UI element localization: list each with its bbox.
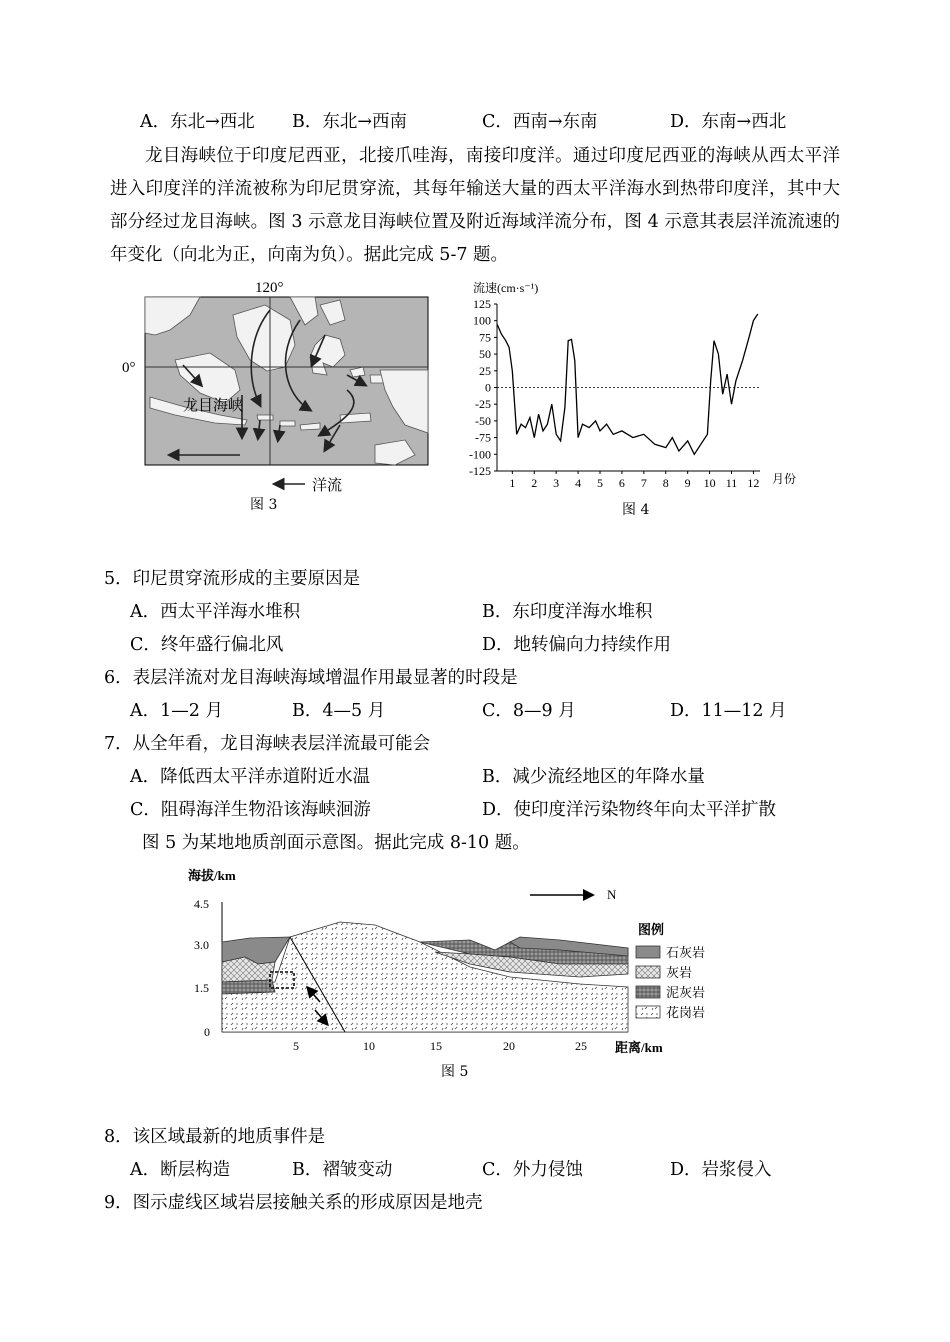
legend-current-label: 洋流 <box>312 478 343 494</box>
legend-swatch-granite <box>636 1006 660 1018</box>
fig5-xlabel: 距离/km <box>615 1040 663 1055</box>
fig4-xtick-label: 7 <box>640 476 647 490</box>
fig4-xtick-label: 10 <box>703 476 716 490</box>
figure-3-map <box>115 275 445 515</box>
fig4-ytick-label: 100 <box>473 313 491 328</box>
q5-option-d: D．地转偏向力持续作用 <box>482 635 672 655</box>
q6-stem: 6．表层洋流对龙目海峡海域增温作用最显著的时段是 <box>104 668 518 688</box>
q5-option-b: B．东印度洋海水堆积 <box>482 602 653 622</box>
latitude-label: 0° <box>122 360 136 376</box>
fig4-ytick-label: 0 <box>485 380 491 395</box>
fig4-ytick-label: -50 <box>475 413 491 428</box>
fig5-xtick-5: 5 <box>293 1039 299 1053</box>
q8-stem: 8．该区域最新的地质事件是 <box>104 1127 326 1147</box>
q8-option-d: D．岩浆侵入 <box>670 1160 772 1180</box>
figure-4-caption: 图 4 <box>622 502 650 518</box>
fig5-xtick-20: 20 <box>503 1039 515 1053</box>
fig5-ytick-45: 4.5 <box>194 897 209 911</box>
q5-stem: 5．印尼贯穿流形成的主要原因是 <box>104 569 361 589</box>
q4-option-c: C．西南→东南 <box>482 112 598 132</box>
q6-option-a: A．1—2 月 <box>130 701 223 721</box>
fig5-xtick-25: 25 <box>575 1039 587 1053</box>
fig4-ytick-label: 75 <box>479 330 491 345</box>
flow-speed-series-line <box>497 314 758 454</box>
q7-option-a: A．降低西太平洋赤道附近水温 <box>130 767 371 787</box>
q7-option-b: B．减少流经地区的年降水量 <box>482 767 705 787</box>
q5-option-c: C．终年盛行偏北风 <box>130 635 284 655</box>
fig4-ytick-label: -100 <box>469 447 491 462</box>
q8-option-c: C．外力侵蚀 <box>482 1160 583 1180</box>
fig4-ytick-label: -75 <box>475 430 491 445</box>
q4-option-b: B．东北→西南 <box>292 112 408 132</box>
q4-option-d: D．东南→西北 <box>670 112 787 132</box>
q7-option-d: D．使印度洋污染物终年向太平洋扩散 <box>482 800 777 820</box>
q6-option-b: B．4—5 月 <box>292 701 386 721</box>
fig4-ytick-label: -125 <box>469 464 491 478</box>
fig4-ytick-label: 25 <box>479 363 491 378</box>
legend-label-granite: 花岗岩 <box>666 1005 706 1020</box>
fig4-xtick-label: 3 <box>553 476 560 490</box>
q8-option-b: B．褶皱变动 <box>292 1160 393 1180</box>
north-label: N <box>607 887 617 902</box>
marl-layer-left <box>222 980 275 994</box>
q4-option-a: A．东北→西北 <box>140 112 255 132</box>
q9-stem: 9．图示虚线区域岩层接触关系的形成原因是地壳 <box>104 1193 483 1213</box>
figure-5-caption: 图 5 <box>441 1064 469 1080</box>
fig4-xtick-label: 1 <box>509 476 516 490</box>
fig4-xtick-label: 5 <box>597 476 604 490</box>
figure-4-chart <box>455 278 810 513</box>
figure-3-caption: 图 3 <box>250 497 278 513</box>
fig4-xtick-label: 8 <box>662 476 669 490</box>
fig5-xtick-15: 15 <box>430 1039 442 1053</box>
fig4-ytick-label: 125 <box>473 297 491 311</box>
fig4-ytick-label: 50 <box>479 347 491 362</box>
intro-paragraph-5-7: 龙目海峡位于印度尼西亚，北接爪哇海，南接印度洋。通过印度尼西亚的海峡从西太平洋进入印度洋的洋流被称为印尼贯穿流，其每年输送大量的西太平洋海水到热带印度洋，其中大部分经过龙目海峡。图 3 示意龙目海峡位置及附近海域洋流分布，图 4 示意其表层洋流流速的年变化（向北为正，向南为负）。据此完成 5-7 题。 <box>110 146 840 265</box>
legend-label-limestone: 石灰岩 <box>666 945 706 960</box>
figure-5-cross-section <box>180 862 720 1057</box>
legend-title: 图例 <box>638 922 665 937</box>
q7-option-c: C．阻碍海洋生物沿该海峡洄游 <box>130 800 371 820</box>
fig5-xtick-10: 10 <box>363 1039 375 1053</box>
intro-8-10: 图 5 为某地地质剖面示意图。据此完成 8-10 题。 <box>142 833 530 853</box>
q6-option-d: D．11—12 月 <box>670 701 787 721</box>
fig4-ylabel: 流速(cm·s⁻¹) <box>473 281 539 295</box>
fig5-ytick-0: 0 <box>204 1025 210 1039</box>
fig4-xtick-label: 11 <box>725 476 738 490</box>
fig5-ytick-30: 3.0 <box>194 938 209 952</box>
fig4-xtick-label: 4 <box>575 476 582 490</box>
legend-swatch-limestone <box>636 946 660 958</box>
fig4-xtick-label: 6 <box>618 476 625 490</box>
longitude-label: 120° <box>255 280 284 296</box>
legend-label-gray-rock: 灰岩 <box>666 965 693 980</box>
q5-option-a: A．西太平洋海水堆积 <box>130 602 301 622</box>
lombok-strait-label: 龙目海峡 <box>183 398 244 414</box>
fig4-xlabel: 月份 <box>772 472 797 486</box>
legend-swatch-gray-rock <box>636 966 660 978</box>
q8-option-a: A．断层构造 <box>130 1160 231 1180</box>
fig4-xtick-label: 9 <box>684 476 691 490</box>
q6-option-c: C．8—9 月 <box>482 701 576 721</box>
fig4-xtick-label: 12 <box>747 476 760 490</box>
fig5-ytick-15: 1.5 <box>194 981 209 995</box>
q7-stem: 7．从全年看，龙目海峡表层洋流最可能会 <box>104 734 431 754</box>
legend-label-marl: 泥灰岩 <box>666 985 706 1000</box>
fig5-ylabel: 海拔/km <box>188 868 236 883</box>
fig4-xtick-label: 2 <box>531 476 538 490</box>
fig4-ytick-label: -25 <box>475 397 491 412</box>
legend-swatch-marl <box>636 986 660 998</box>
